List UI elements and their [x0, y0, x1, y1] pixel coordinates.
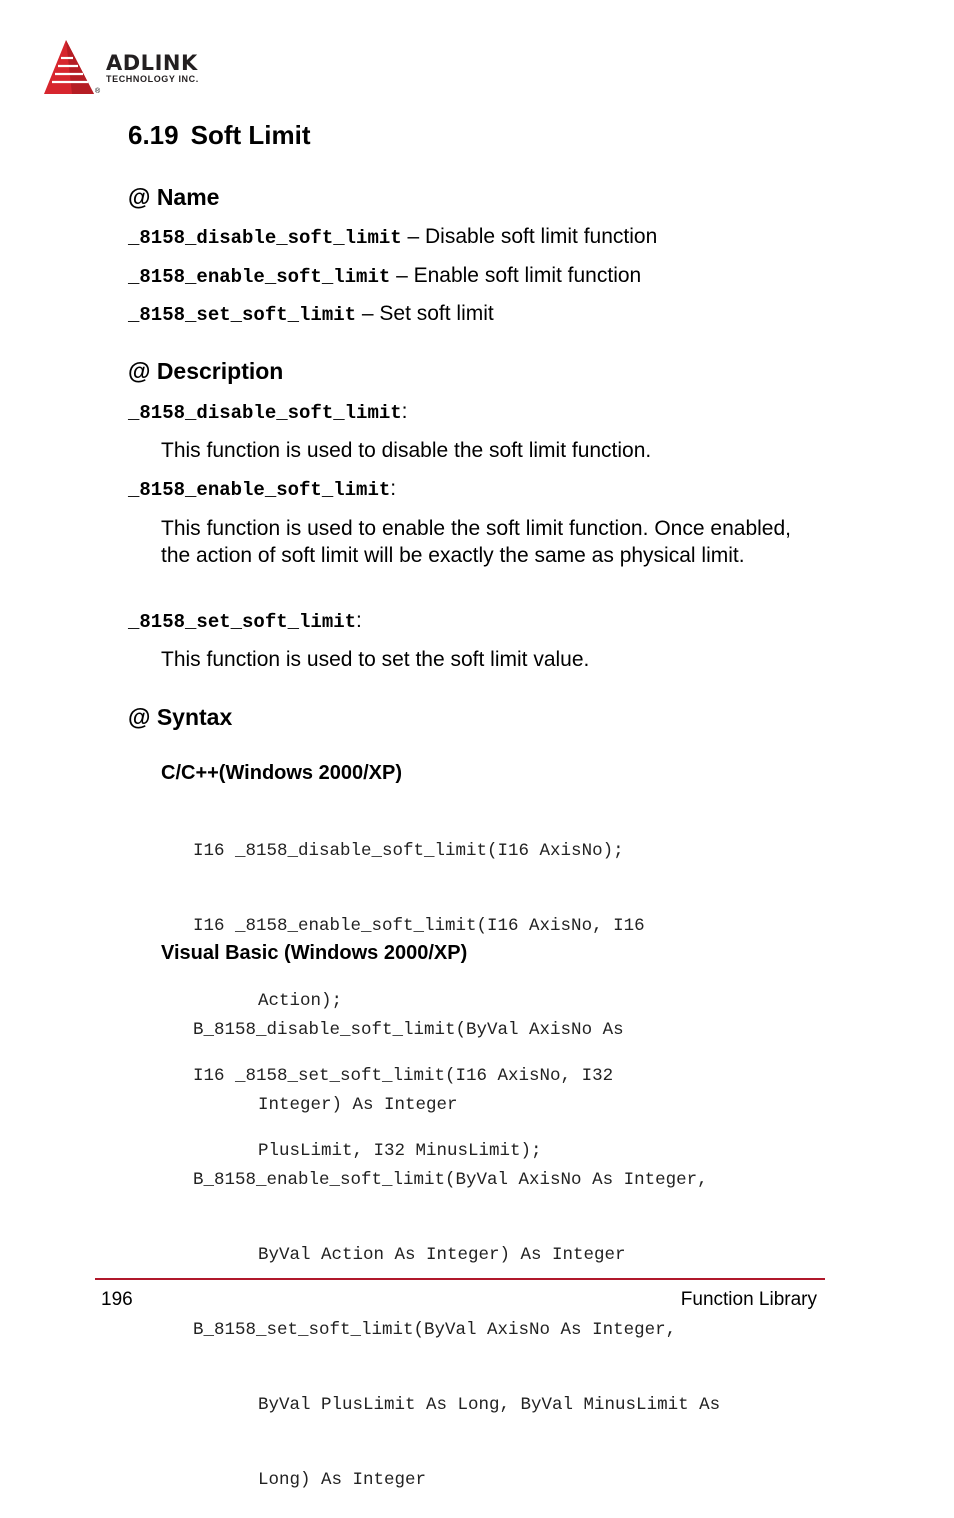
- description-function-label: _8158_disable_soft_limit:: [128, 400, 408, 424]
- description-heading: @ Description: [128, 358, 284, 384]
- code-line: B_8158_set_soft_limit(ByVal AxisNo As Integer,: [193, 1320, 677, 1340]
- code-line: ByVal PlusLimit As Long, ByVal MinusLimit As: [258, 1395, 721, 1415]
- company-logo: [42, 38, 242, 100]
- code-line: I16 _8158_disable_soft_limit(I16 AxisNo);: [193, 841, 624, 861]
- description-text: This function is used to enable the soft limit function. Once enabled, the action of soft limit will be exactly the same as physical limit.: [161, 517, 791, 567]
- name-heading: @ Name: [128, 184, 220, 210]
- logo-subtitle: TECHNOLOGY INC.: [106, 74, 199, 84]
- code-line: I16 _8158_enable_soft_limit(I16 AxisNo, I16: [193, 916, 645, 936]
- function-name: _8158_enable_soft_limit: [128, 479, 391, 501]
- logo-triangle-icon: [42, 38, 102, 98]
- code-line: I16 _8158_set_soft_limit(I16 AxisNo, I32: [193, 1066, 614, 1086]
- section-title-text: Soft Limit: [190, 120, 311, 150]
- function-summary: – Disable soft limit function: [401, 225, 658, 248]
- c-syntax-heading: C/C++(Windows 2000/XP): [161, 762, 402, 784]
- footer-chapter-label: Function Library: [680, 1289, 817, 1310]
- registered-mark: ®: [95, 88, 101, 95]
- description-function-label: _8158_set_soft_limit:: [128, 609, 362, 633]
- function-name: _8158_disable_soft_limit: [128, 227, 402, 249]
- code-line: Long) As Integer: [258, 1470, 427, 1490]
- section-title: [128, 120, 310, 151]
- function-summary: – Set soft limit: [356, 302, 494, 325]
- page-number: 196: [101, 1289, 133, 1310]
- name-entry: [128, 302, 494, 326]
- function-name: _8158_set_soft_limit: [128, 304, 357, 326]
- function-name: _8158_disable_soft_limit: [128, 402, 402, 424]
- section-number: 6.19: [128, 120, 179, 150]
- name-entry: [128, 225, 657, 249]
- code-line: Action);: [258, 991, 343, 1011]
- description-text: This function is used to disable the soft limit function.: [161, 439, 652, 462]
- name-entry: [128, 264, 641, 288]
- code-line: B_8158_disable_soft_limit(ByVal AxisNo As: [193, 1020, 624, 1040]
- function-name: _8158_set_soft_limit: [128, 611, 357, 633]
- description-function-label: _8158_enable_soft_limit:: [128, 477, 397, 501]
- code-line: B_8158_enable_soft_limit(ByVal AxisNo As Integer,: [193, 1170, 708, 1190]
- vb-syntax-heading: Visual Basic (Windows 2000/XP): [161, 942, 468, 964]
- code-line: ByVal Action As Integer) As Integer: [258, 1245, 626, 1265]
- logo-name: ADLINK: [106, 51, 198, 75]
- code-line: Integer) As Integer: [258, 1095, 458, 1115]
- vb-code-block: [193, 968, 720, 1518]
- footer-rule: [95, 1278, 825, 1280]
- function-name: _8158_enable_soft_limit: [128, 266, 391, 288]
- syntax-heading: @ Syntax: [128, 704, 233, 730]
- function-summary: – Enable soft limit function: [390, 264, 642, 287]
- code-line: PlusLimit, I32 MinusLimit);: [258, 1141, 542, 1161]
- description-text: This function is used to set the soft limit value.: [161, 648, 590, 671]
